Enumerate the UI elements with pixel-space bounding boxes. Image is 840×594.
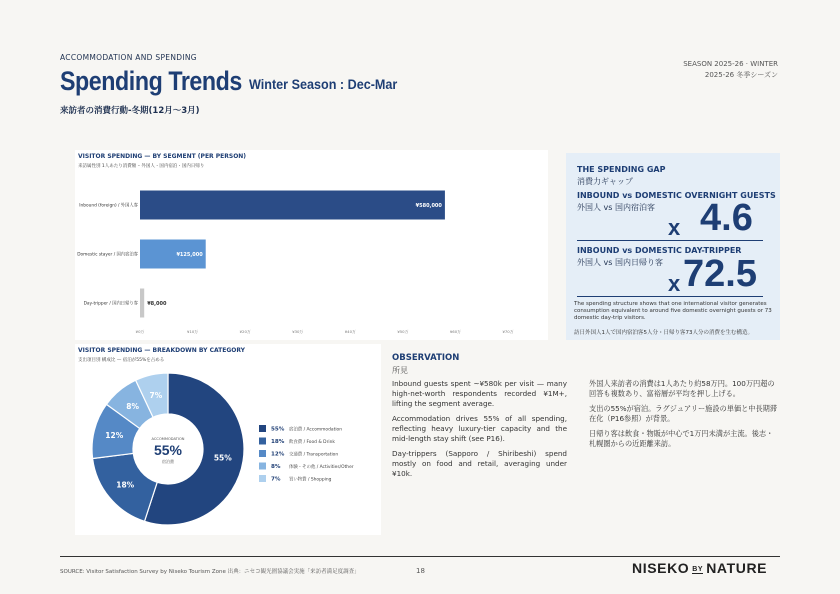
observation-jp	[589, 379, 779, 454]
legend-value: 8%	[271, 464, 281, 471]
slice-label: 12%	[105, 431, 124, 441]
bar-value-label: ¥125,000	[176, 252, 203, 258]
donut-chart-subtitle: 支出項目別 構成比 — 宿泊が55%を占める	[78, 358, 165, 363]
bar	[140, 191, 445, 220]
page-number: 18	[416, 567, 425, 575]
legend-value: 12%	[271, 451, 285, 458]
slice-label: 7%	[149, 390, 163, 400]
logo-word-nature: NATURE	[706, 560, 768, 576]
legend-value: 55%	[271, 426, 285, 433]
donut-center-value: 55%	[153, 442, 183, 458]
gap-heading: THE SPENDING GAP	[577, 165, 666, 174]
gap-note-jp: 訪日外国人1人で国内宿泊客5人分・日帰り客73人分の消費を生む構造。	[574, 330, 753, 336]
page-title: Spending Trends	[60, 66, 242, 96]
x-tick-label: ¥30万	[292, 329, 304, 334]
gap-row2-value: 72.5	[683, 253, 757, 295]
legend-swatch	[259, 425, 266, 432]
gap-row2-multiplier: x	[668, 271, 681, 296]
logo-word-niseko: NISEKO	[632, 560, 690, 576]
gap-row2-label: INBOUND vs DOMESTIC DAY-TRIPPER	[577, 246, 742, 255]
gap-divider	[577, 296, 763, 297]
slice-label: 8%	[126, 402, 139, 412]
source-note: SOURCE: Visitor Satisfaction Survey by Niseko Tourism Zone 出典：ニセコ観光圏協議会実施「来訪者満足度調査」	[60, 569, 360, 575]
gap-note-en: The spending structure shows that one international visitor generates consumption equivalent to around five domestic overnight guests or 73 domestic day-trip visitors.	[574, 301, 772, 321]
observation-paragraph: Day-trippers (Sapporo / Shiribeshi) spend mostly on food and retail, averaging under ¥10k.	[392, 449, 567, 478]
season-label	[683, 59, 778, 81]
legend-value: 7%	[271, 476, 281, 483]
legend-label: 飲食費 / Food & Drink	[289, 440, 335, 446]
x-tick-label: ¥50万	[397, 329, 409, 334]
observation-paragraph: Inbound guests spent ~¥580k per visit — many high-net-worth respondents recorded ¥1M+, lifting the segment average.	[392, 379, 567, 408]
legend-label: 買い物費 / Shopping	[289, 477, 332, 483]
gap-row1-multiplier: x	[668, 215, 681, 240]
bar	[140, 289, 144, 318]
bar-category-label: Domestic stayer / 国内宿泊客	[77, 252, 138, 258]
spending-gap-panel	[566, 153, 780, 340]
x-tick-label: ¥20万	[239, 329, 251, 334]
x-tick-label: ¥10万	[187, 329, 199, 334]
gap-row1-label: INBOUND vs DOMESTIC OVERNIGHT GUESTS	[577, 191, 776, 200]
bar-value-label: ¥580,000	[415, 203, 442, 209]
observation-heading-jp: 所見	[392, 366, 408, 375]
observation-paragraph-jp: 日帰り客は飲食・物販が中心で1万円未満が主流。後志・札幌圏からの近距離来訪。	[589, 429, 774, 448]
observation-paragraph-jp: 支出の55%が宿泊。ラグジュアリー施設の単価と中長期滞在化（P16参照）が背景。	[589, 404, 778, 423]
observation-paragraph-jp: 外国人来訪者の消費は1人あたり約58万円。100万円超の回答も複数あり、富裕層が平均を押し上げる。	[589, 379, 775, 398]
page-subtitle: Winter Season : Dec-Mar	[249, 76, 398, 92]
donut-chart-title: VISITOR SPENDING — BREAKDOWN BY CATEGORY	[78, 347, 246, 354]
gap-divider	[577, 240, 763, 241]
donut-center-caption: ACCOMMODATION	[151, 437, 185, 441]
legend-swatch	[259, 475, 266, 482]
logo-word-by: BY	[692, 566, 704, 573]
legend-swatch	[259, 450, 266, 457]
gap-row1-value: 4.6	[700, 197, 753, 239]
footer-divider	[60, 556, 780, 557]
season-line-jp: 2025-26 冬季シーズン	[704, 71, 778, 79]
category-breakdown-chart	[75, 344, 381, 535]
bar-value-label: ¥8,000	[147, 301, 167, 307]
observation-paragraph: Accommodation drives 55% of all spending, reflecting heavy luxury-tier capacity and the mid-length stay shift (see P16).	[392, 414, 567, 443]
bar-chart-subtitle: 来訪属性別 1人あたり消費額 – 外国人・国内宿泊・国内日帰り	[78, 164, 205, 169]
gap-heading-jp: 消費力ギャップ	[577, 177, 633, 186]
donut-center-caption-jp: 宿泊費	[162, 459, 174, 464]
legend-label: 交通費 / Transportation	[289, 452, 339, 458]
gap-row2-jp: 外国人 vs 国内日帰り客	[577, 258, 663, 267]
observation-heading: OBSERVATION	[392, 353, 460, 363]
page-subtitle-jp: 来訪者の消費行動-冬期(12月〜3月)	[60, 106, 200, 116]
season-line-en: SEASON 2025-26 · WINTER	[683, 60, 778, 68]
brand-logo	[632, 560, 767, 576]
x-tick-label: ¥40万	[344, 329, 356, 334]
bar-chart-svg	[75, 150, 548, 340]
bar-chart-title: VISITOR SPENDING — BY SEGMENT (PER PERSON)	[78, 153, 247, 160]
bar-category-label: Day-tripper / 国内日帰り客	[83, 301, 138, 307]
legend-value: 18%	[271, 439, 285, 446]
slice-label: 18%	[116, 480, 135, 490]
legend-swatch	[259, 463, 266, 470]
observation-en	[392, 379, 567, 484]
section-eyebrow: ACCOMMODATION AND SPENDING	[60, 53, 197, 62]
x-tick-label: ¥60万	[449, 329, 461, 334]
legend-label: 宿泊費 / Accommodation	[289, 427, 343, 433]
slice-label: 55%	[213, 453, 232, 463]
donut-chart-svg	[75, 344, 381, 535]
segment-spending-chart	[75, 150, 548, 340]
x-tick-label: ¥0万	[135, 329, 145, 334]
x-tick-label: ¥70万	[502, 329, 514, 334]
gap-row1-jp: 外国人 vs 国内宿泊客	[577, 203, 655, 212]
legend-swatch	[259, 438, 266, 445]
legend-label: 体験・その他 / Activities/Other	[289, 465, 354, 471]
bar-category-label: Inbound (foreign) / 外国人客	[79, 203, 138, 209]
